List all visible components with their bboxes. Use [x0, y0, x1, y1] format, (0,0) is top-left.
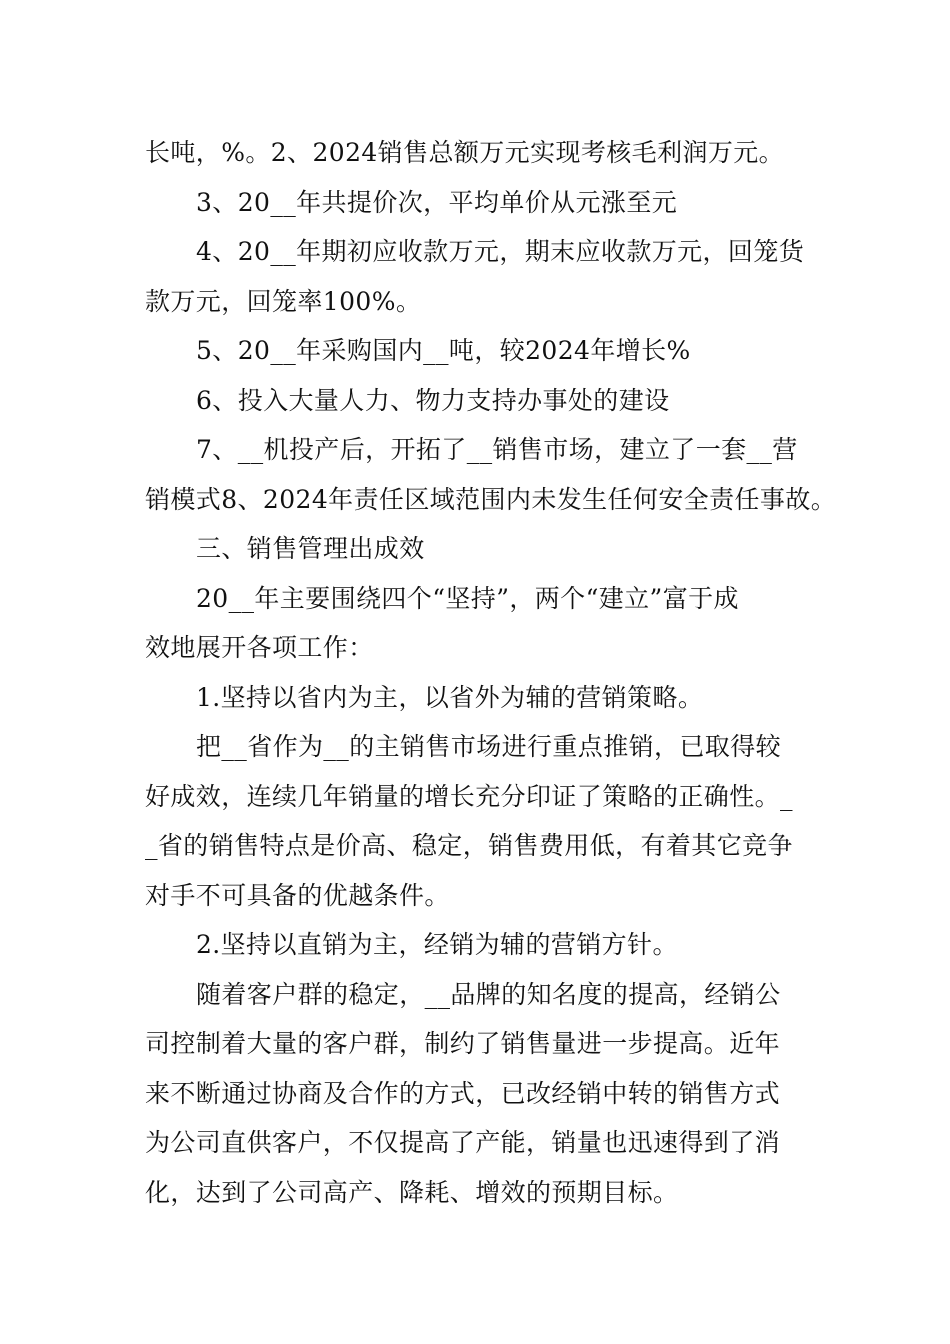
text-line: 把__省作为__的主销售市场进行重点推销，已取得较	[196, 732, 782, 761]
text-line: 随着客户群的稳定，__品牌的知名度的提高，经销公	[196, 979, 781, 1009]
text-line: 款万元，回笼率100%。	[145, 286, 422, 316]
text-line: 为公司直供客户，不仅提高了产能，销量也迅速得到了消	[145, 1128, 781, 1157]
text-line: 长吨，%。2、2024销售总额万元实现考核毛利润万元。	[145, 138, 785, 167]
text-line: 对手不可具备的优越条件。	[145, 880, 450, 910]
list-item-heading: 1.坚持以省内为主，以省外为辅的营销策略。	[196, 682, 704, 712]
text-line: 6、投入大量人力、物力支持办事处的建设	[196, 385, 670, 415]
text-line: 来不断通过协商及合作的方式，已改经销中转的销售方式	[145, 1078, 781, 1108]
text-line: 化，达到了公司高产、降耗、增效的预期目标。	[145, 1177, 679, 1207]
text-line: 好成效，连续几年销量的增长充分印证了策略的正确性。_	[145, 781, 793, 811]
section-heading: 三、销售管理出成效	[196, 534, 425, 563]
list-item-heading: 2.坚持以直销为主，经销为辅的营销方针。	[196, 930, 678, 959]
text-line: 20__年主要围绕四个“坚持”，两个“建立”富于成	[196, 583, 739, 613]
text-line: 3、20__年共提价次，平均单价从元涨至元	[196, 187, 678, 217]
document-body	[145, 128, 837, 1217]
text-line: 7、__机投产后，开拓了__销售市场，建立了一套__营	[196, 435, 798, 464]
text-line: _省的销售特点是价高、稳定，销售费用低，有着其它竞争	[145, 831, 793, 860]
text-line: 效地展开各项工作：	[145, 633, 374, 662]
text-line: 5、20__年采购国内__吨，较2024年增长%	[196, 336, 691, 365]
text-line: 销模式8、2024年责任区域范围内未发生任何安全责任事故。	[145, 484, 837, 514]
text-line: 司控制着大量的客户群，制约了销售量进一步提高。近年	[145, 1029, 781, 1058]
text-line: 4、20__年期初应收款万元，期末应收款万元，回笼货	[196, 237, 805, 266]
